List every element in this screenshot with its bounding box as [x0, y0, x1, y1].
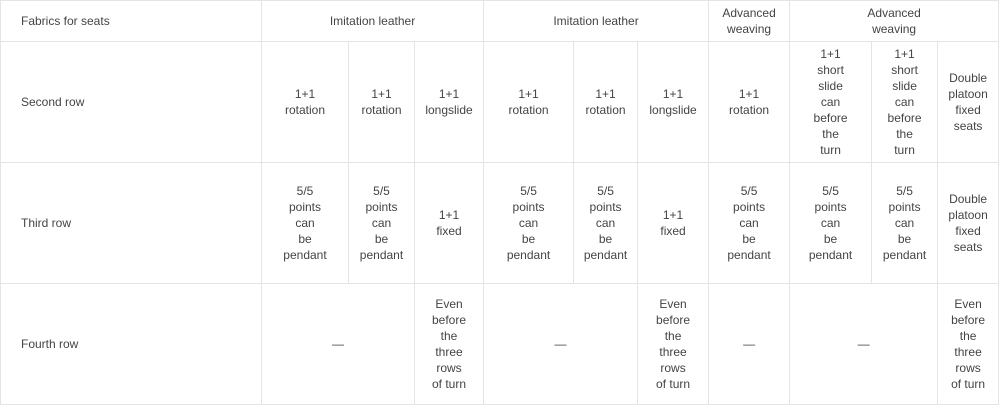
table-cell: 1+1 rotation — [709, 42, 790, 163]
table-cell: 1+1 rotation — [484, 42, 574, 163]
table-cell: 5/5 points can be pendant — [349, 163, 415, 284]
third-row — [1, 163, 999, 284]
table-cell: Even before the three rows of turn — [638, 284, 709, 405]
header-row — [1, 1, 999, 42]
table-cell: 1+1 rotation — [262, 42, 349, 163]
table-cell: Double platoon fixed seats — [938, 163, 999, 284]
table-cell: — — [790, 284, 938, 405]
table-cell: 1+1 short slide can before the turn — [790, 42, 872, 163]
header-label-cell: Fabrics for seats — [1, 1, 262, 42]
table-cell: Even before the three rows of turn — [938, 284, 999, 405]
table-cell: 5/5 points can be pendant — [484, 163, 574, 284]
row-label-cell: Third row — [1, 163, 262, 284]
table-cell: 1+1 fixed — [415, 163, 484, 284]
table-cell: 1+1 longslide — [638, 42, 709, 163]
row-label-cell: Second row — [1, 42, 262, 163]
row-label-cell: Fourth row — [1, 284, 262, 405]
table-cell: 5/5 points can be pendant — [574, 163, 638, 284]
fourth-row — [1, 284, 999, 405]
table-cell: 1+1 rotation — [574, 42, 638, 163]
table-cell: 1+1 rotation — [349, 42, 415, 163]
second-row — [1, 42, 999, 163]
table-cell: 1+1 fixed — [638, 163, 709, 284]
table-cell: — — [262, 284, 415, 405]
table-cell: 5/5 points can be pendant — [262, 163, 349, 284]
table-cell: 5/5 points can be pendant — [709, 163, 790, 284]
header-group-cell: Imitation leather — [262, 1, 484, 42]
table-cell: 5/5 points can be pendant — [872, 163, 938, 284]
table-cell: — — [484, 284, 638, 405]
header-group-cell: Imitation leather — [484, 1, 709, 42]
table-cell: 5/5 points can be pendant — [790, 163, 872, 284]
table-cell: — — [709, 284, 790, 405]
header-group-cell: Advanced weaving — [790, 1, 999, 42]
table-cell: Double platoon fixed seats — [938, 42, 999, 163]
header-group-cell: Advanced weaving — [709, 1, 790, 42]
table-cell: Even before the three rows of turn — [415, 284, 484, 405]
table-cell: 1+1 longslide — [415, 42, 484, 163]
table-cell: 1+1 short slide can before the turn — [872, 42, 938, 163]
